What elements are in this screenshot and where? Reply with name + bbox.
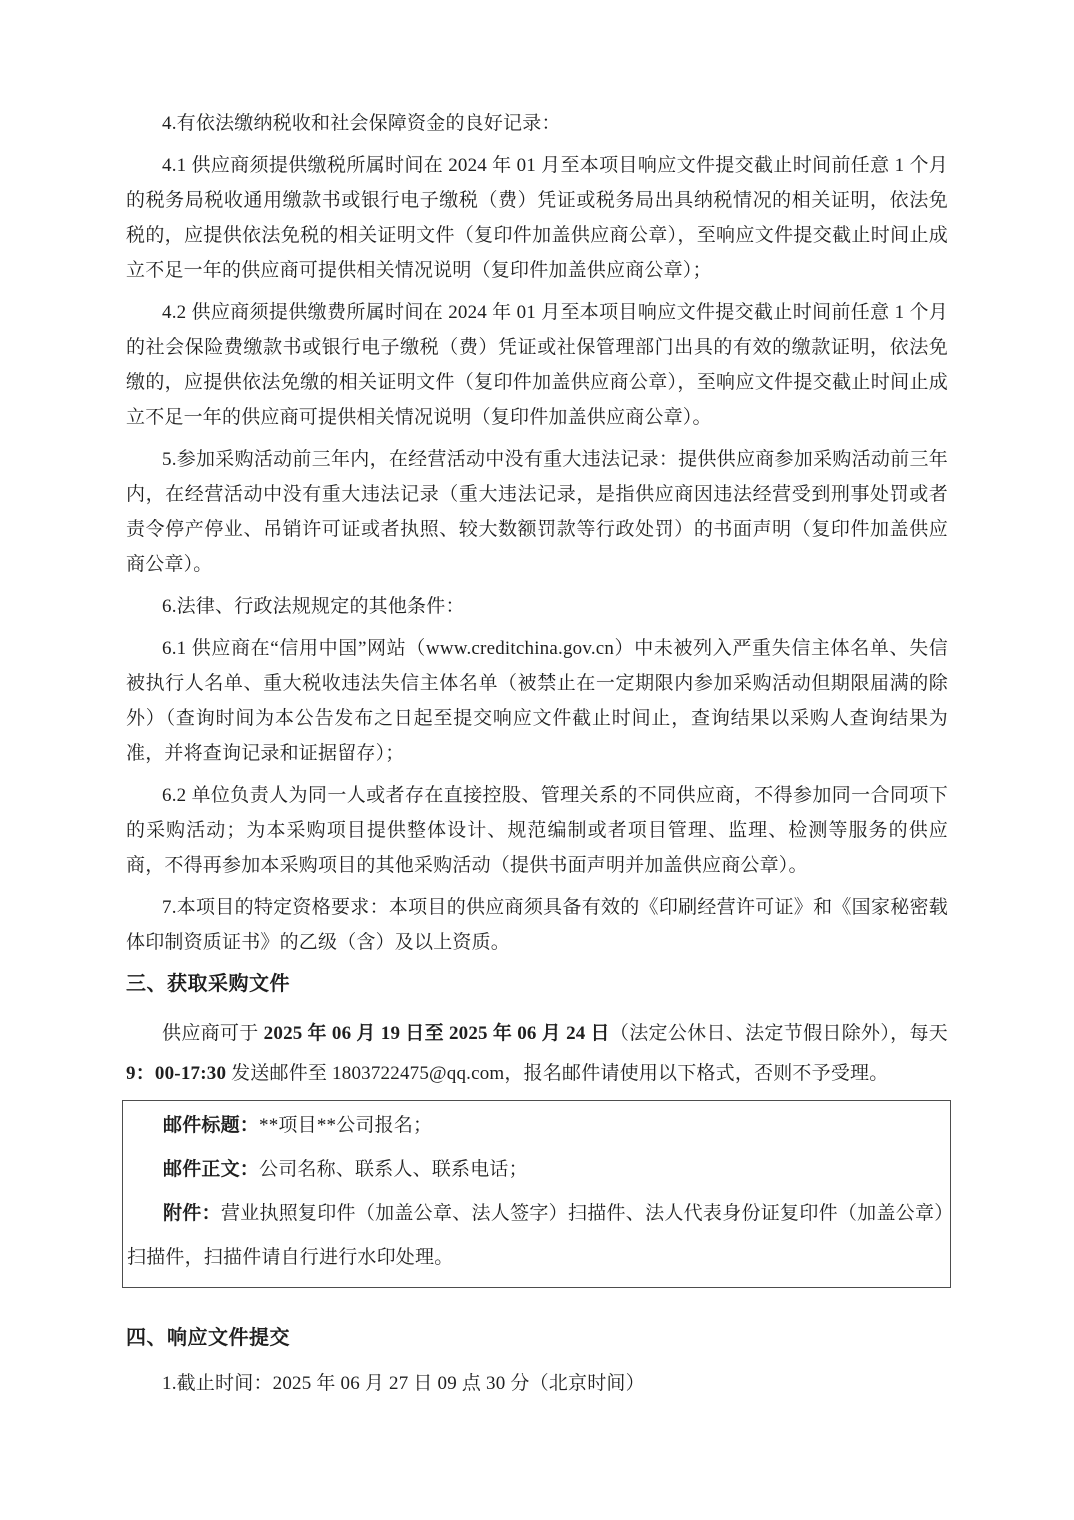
qualification-item-6-1: 6.1 供应商在“信用中国”网站（www.creditchina.gov.cn）中未被列入严重失信主体名单、失信被执行人名单、重大税收违法失信主体名单（被禁止在一定期限内参加采购活动但期限届满的除外）（查询时间为本公告发布之日起至提交响应文件截止时间止，查询结果以采购人查询结果为准，并将查询记录和证据留存）； xyxy=(126,638,948,764)
acquisition-paragraph xyxy=(126,1014,948,1094)
email-body-row xyxy=(127,1148,944,1192)
email-attachment-value: 营业执照复印件（加盖公章、法人签字）扫描件、法人代表身份证复印件（加盖公章）扫描件，扫描件请自行进行水印处理。 xyxy=(127,1203,944,1268)
email-attachment-label: 附件： xyxy=(163,1203,221,1224)
email-subject-value: **项目**公司报名； xyxy=(259,1115,433,1136)
email-format-box xyxy=(122,1100,951,1288)
qualification-item-7: 7.本项目的特定资格要求：本项目的供应商须具备有效的《印刷经营许可证》和《国家秘密载体印制资质证书》的乙级（含）及以上资质。 xyxy=(126,897,948,953)
acquisition-exclusion-note: （法定公休日、法定节假日除外），每天 xyxy=(609,1023,948,1044)
section-4-heading: 四、响应文件提交 xyxy=(126,1327,290,1349)
acquisition-date-range: 2025 年 06 月 19 日至 2025 年 06 月 24 日 xyxy=(263,1023,610,1044)
acquisition-time-range: 9：00-17:30 xyxy=(126,1063,227,1084)
email-body-value: 公司名称、联系人、联系电话； xyxy=(259,1159,528,1180)
email-attachment-row xyxy=(127,1192,944,1280)
acquisition-intro: 供应商可于 xyxy=(162,1023,264,1044)
qualification-item-4-2: 4.2 供应商须提供缴费所属时间在 2024 年 01 月至本项目响应文件提交截止时间前任意 1 个月的社会保险费缴款书或银行电子缴税（费）凭证或社保管理部门出具的有效的缴款证明，依法免缴的，应提供依法免缴的相关证明文件（复印件加盖供应商公章），至响应文件提交截止时间止成立不足一年的供应商可提供相关情况说明（复印件加盖供应商公章）。 xyxy=(126,302,948,428)
qualification-item-4: 4.有依法缴纳税收和社会保障资金的良好记录： xyxy=(162,113,561,134)
email-subject-label: 邮件标题： xyxy=(163,1115,260,1136)
email-body-label: 邮件正文： xyxy=(163,1159,260,1180)
acquisition-email-instruction: 发送邮件至 1803722475@qq.com，报名邮件请使用以下格式，否则不予受理。 xyxy=(226,1063,889,1084)
qualification-item-5: 5.参加采购活动前三年内，在经营活动中没有重大违法记录：提供供应商参加采购活动前三年内，在经营活动中没有重大违法记录（重大违法记录，是指供应商因违法经营受到刑事处罚或者责令停产停业、吊销许可证或者执照、较大数额罚款等行政处罚）的书面声明（复印件加盖供应商公章）。 xyxy=(126,449,948,575)
qualification-item-6-2: 6.2 单位负责人为同一人或者存在直接控股、管理关系的不同供应商，不得参加同一合同项下的采购活动；为本采购项目提供整体设计、规范编制或者项目管理、监理、检测等服务的供应商，不得再参加本采购项目的其他采购活动（提供书面声明并加盖供应商公章）。 xyxy=(126,785,948,876)
section-3-heading: 三、获取采购文件 xyxy=(126,973,290,995)
qualification-item-6: 6.法律、行政法规规定的其他条件： xyxy=(162,596,465,617)
submission-deadline: 1.截止时间：2025 年 06 月 27 日 09 点 30 分（北京时间） xyxy=(162,1373,645,1394)
email-subject-row xyxy=(127,1104,944,1148)
qualification-item-4-1: 4.1 供应商须提供缴税所属时间在 2024 年 01 月至本项目响应文件提交截止时间前任意 1 个月的税务局税收通用缴款书或银行电子缴税（费）凭证或税务局出具纳税情况的相关证明，依法免税的，应提供依法免税的相关证明文件（复印件加盖供应商公章），至响应文件提交截止时间止成立不足一年的供应商可提供相关情况说明（复印件加盖供应商公章）； xyxy=(126,155,948,281)
